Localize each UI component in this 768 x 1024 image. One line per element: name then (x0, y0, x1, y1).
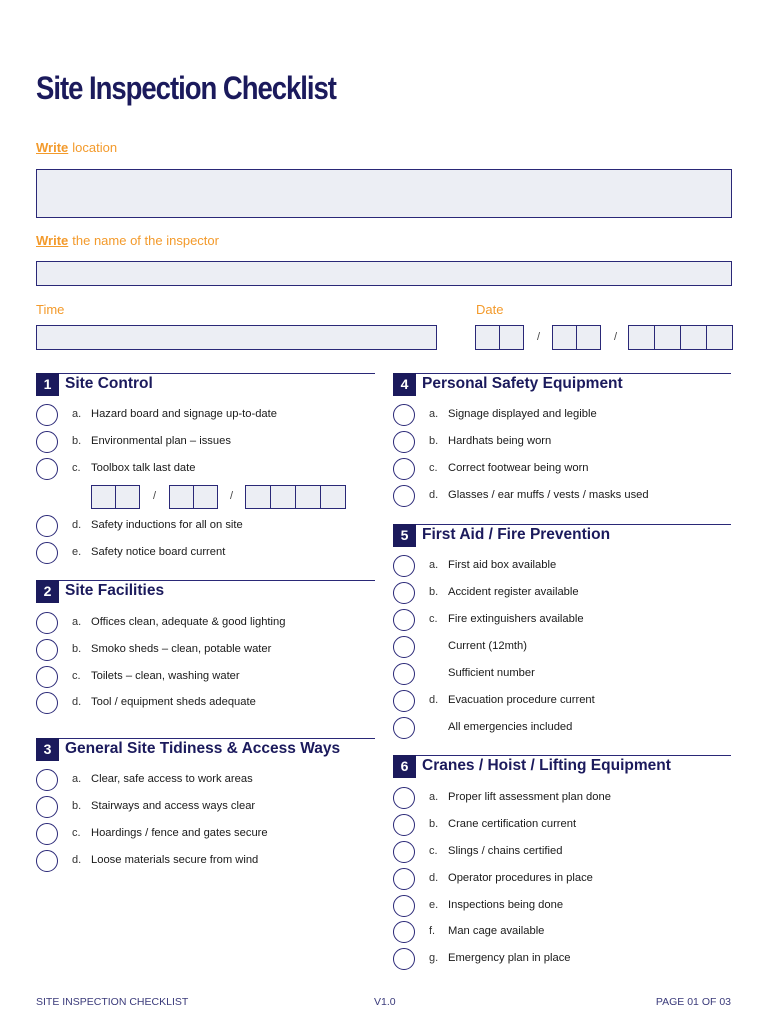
section-number: 5 (393, 524, 416, 547)
write-emphasis: Write (36, 140, 69, 155)
item-text: Evacuation procedure current (448, 694, 595, 706)
item-text: Clear, safe access to work areas (91, 773, 253, 785)
section-number: 3 (36, 738, 59, 761)
section-title: General Site Tidiness & Access Ways (65, 740, 341, 757)
date-separator: / (230, 490, 234, 502)
checkbox-circle[interactable] (393, 717, 415, 739)
toolbox-date-day-field[interactable] (91, 485, 140, 509)
item-text: Operator procedures in place (448, 872, 593, 884)
item-text: Slings / chains certified (448, 845, 563, 857)
checkbox-circle[interactable] (393, 814, 415, 836)
item-text: All emergencies included (448, 721, 573, 733)
item-text: Environmental plan – issues (91, 435, 231, 447)
location-label: Write location (36, 140, 118, 155)
checkbox-circle[interactable] (393, 431, 415, 453)
section-title: Site Control (65, 375, 153, 392)
checkbox-circle[interactable] (393, 787, 415, 809)
toolbox-date-month-field[interactable] (169, 485, 218, 509)
item-text: Hardhats being worn (448, 435, 552, 447)
item-text: Hazard board and signage up-to-date (91, 408, 277, 420)
section-number: 1 (36, 373, 59, 396)
checkbox-circle[interactable] (393, 609, 415, 631)
checkbox-circle[interactable] (393, 582, 415, 604)
checkbox-circle[interactable] (36, 639, 58, 661)
item-text: Man cage available (448, 925, 545, 937)
footer-page-number: PAGE 01 OF 03 (655, 996, 731, 1008)
date-month-field[interactable] (552, 325, 601, 350)
item-text: Correct footwear being worn (448, 462, 589, 474)
checkbox-circle[interactable] (36, 796, 58, 818)
checkbox-circle[interactable] (393, 458, 415, 480)
date-label: Date (476, 302, 504, 317)
item-text: Loose materials secure from wind (91, 854, 259, 866)
item-text: Signage displayed and legible (448, 408, 597, 420)
checkbox-circle[interactable] (36, 666, 58, 688)
item-text: Toolbox talk last date (91, 462, 196, 474)
section-title: Personal Safety Equipment (422, 375, 623, 392)
section-number: 2 (36, 580, 59, 603)
item-text: Sufficient number (448, 667, 535, 679)
checkbox-circle[interactable] (36, 850, 58, 872)
checkbox-circle[interactable] (36, 404, 58, 426)
date-year-field[interactable] (628, 325, 733, 350)
inspector-label: Write the name of the inspector (36, 233, 219, 248)
item-text: Stairways and access ways clear (91, 800, 256, 812)
date-separator: / (537, 331, 541, 343)
item-text: Emergency plan in place (448, 952, 571, 964)
checkbox-circle[interactable] (36, 769, 58, 791)
item-text: Inspections being done (448, 899, 564, 911)
checkbox-circle[interactable] (393, 404, 415, 426)
section-title: Cranes / Hoist / Lifting Equipment (422, 757, 671, 774)
page-title: Site Inspection Checklist (36, 70, 336, 106)
time-label: Time (36, 302, 65, 317)
item-text: Fire extinguishers available (448, 613, 584, 625)
checkbox-circle[interactable] (393, 895, 415, 917)
item-text: Tool / equipment sheds adequate (91, 696, 256, 708)
checkbox-circle[interactable] (393, 948, 415, 970)
section-title: Site Facilities (65, 582, 165, 599)
checkbox-circle[interactable] (36, 458, 58, 480)
footer-document-title: SITE INSPECTION CHECKLIST (36, 996, 189, 1008)
checkbox-circle[interactable] (393, 841, 415, 863)
section-title: First Aid / Fire Prevention (422, 526, 611, 543)
checkbox-circle[interactable] (393, 485, 415, 507)
location-field[interactable] (36, 169, 732, 218)
section-number: 6 (393, 755, 416, 778)
item-text: Safety inductions for all on site (91, 519, 243, 531)
checkbox-circle[interactable] (36, 692, 58, 714)
checkbox-circle[interactable] (36, 542, 58, 564)
item-text: Glasses / ear muffs / vests / masks used (448, 489, 649, 501)
checkbox-circle[interactable] (393, 663, 415, 685)
checkbox-circle[interactable] (36, 612, 58, 634)
checkbox-circle[interactable] (393, 636, 415, 658)
checkbox-circle[interactable] (393, 921, 415, 943)
section-number: 4 (393, 373, 416, 396)
write-emphasis: Write (36, 233, 69, 248)
inspector-name-field[interactable] (36, 261, 732, 286)
checkbox-circle[interactable] (36, 823, 58, 845)
date-separator: / (614, 331, 618, 343)
date-day-field[interactable] (475, 325, 524, 350)
checkbox-circle[interactable] (36, 515, 58, 537)
checkbox-circle[interactable] (393, 690, 415, 712)
item-text: Crane certification current (448, 818, 577, 830)
date-separator: / (153, 490, 157, 502)
item-text: Accident register available (448, 586, 579, 598)
checkbox-circle[interactable] (36, 431, 58, 453)
time-field[interactable] (36, 325, 437, 350)
checkbox-circle[interactable] (393, 868, 415, 890)
toolbox-date-year-field[interactable] (245, 485, 346, 509)
item-text: Offices clean, adequate & good lighting (91, 616, 286, 628)
item-text: Proper lift assessment plan done (448, 791, 611, 803)
item-text: Smoko sheds – clean, potable water (91, 643, 272, 655)
footer-version: V1.0 (374, 996, 396, 1008)
item-text: Toilets – clean, washing water (91, 670, 240, 682)
item-text: Hoardings / fence and gates secure (91, 827, 268, 839)
checkbox-circle[interactable] (393, 555, 415, 577)
item-text: Safety notice board current (91, 546, 226, 558)
item-text: First aid box available (448, 559, 557, 571)
item-text: Current (12mth) (448, 640, 527, 652)
